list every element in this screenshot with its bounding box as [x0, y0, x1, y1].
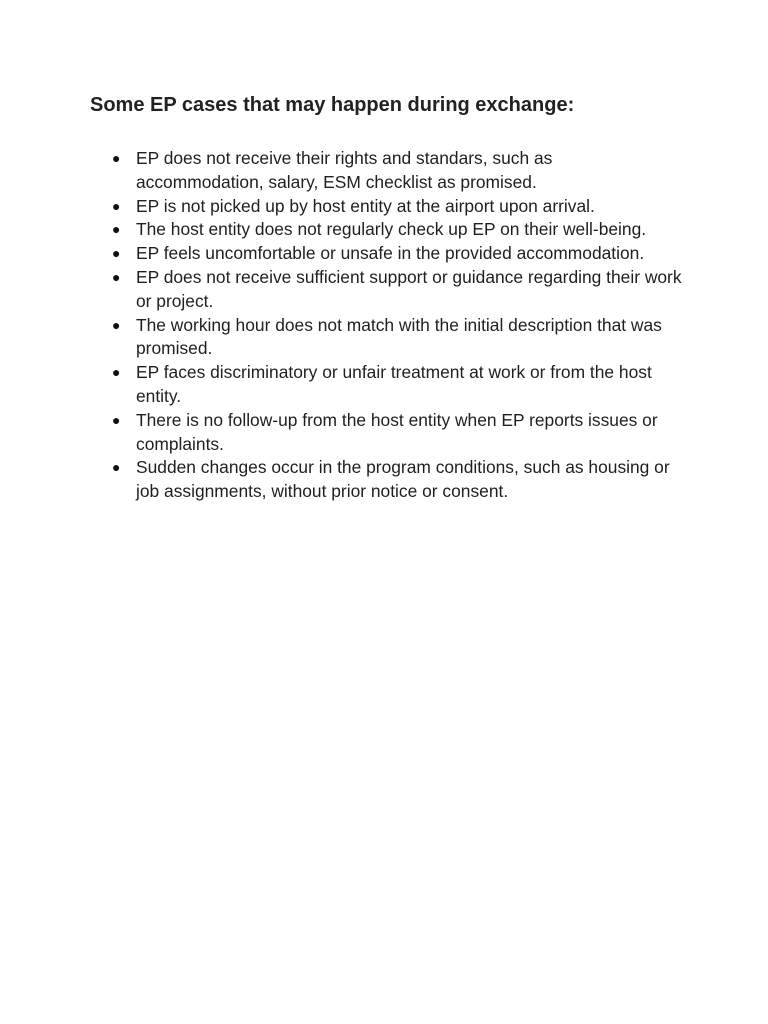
- list-item: [112, 147, 682, 195]
- bullet-icon: ●: [112, 316, 121, 333]
- list-item: [112, 266, 682, 314]
- list-item: [112, 456, 682, 504]
- case-text: The working hour does not match with the initial description that was promised.: [136, 314, 662, 359]
- bullet-icon: ●: [112, 221, 121, 238]
- bullet-icon: ●: [112, 197, 121, 214]
- bullet-icon: ●: [112, 411, 121, 428]
- case-text: Sudden changes occur in the program conditions, such as housing or job assignments, without prior notice or consent.: [136, 457, 670, 502]
- bullet-icon: ●: [112, 364, 121, 381]
- list-item: [112, 314, 682, 362]
- case-text: The host entity does not regularly check up EP on their well-being.: [136, 219, 647, 240]
- bullet-icon: ●: [112, 459, 121, 476]
- bullet-icon: ●: [112, 245, 121, 262]
- case-text: EP does not receive sufficient support or guidance regarding their work or project.: [136, 266, 682, 311]
- case-text: EP is not picked up by host entity at the airport upon arrival.: [136, 195, 595, 216]
- list-item: [112, 195, 682, 219]
- bullet-icon: ●: [112, 150, 121, 166]
- case-text: EP faces discriminatory or unfair treatment at work or from the host entity.: [136, 362, 652, 406]
- ep-cases-list: [112, 147, 682, 504]
- list-item: [112, 409, 682, 457]
- case-text: There is no follow-up from the host entity when EP reports issues or complaints.: [136, 409, 658, 454]
- list-item: [112, 242, 682, 266]
- case-text: EP does not receive their rights and standars, such as accommodation, salary, ESM checklist as promised.: [136, 148, 553, 192]
- case-text: EP feels uncomfortable or unsafe in the provided accommodation.: [136, 243, 645, 264]
- list-item: [112, 218, 682, 242]
- document-heading: Some EP cases that may happen during exchange:: [90, 94, 575, 116]
- list-item: [112, 361, 682, 409]
- bullet-icon: ●: [112, 268, 121, 285]
